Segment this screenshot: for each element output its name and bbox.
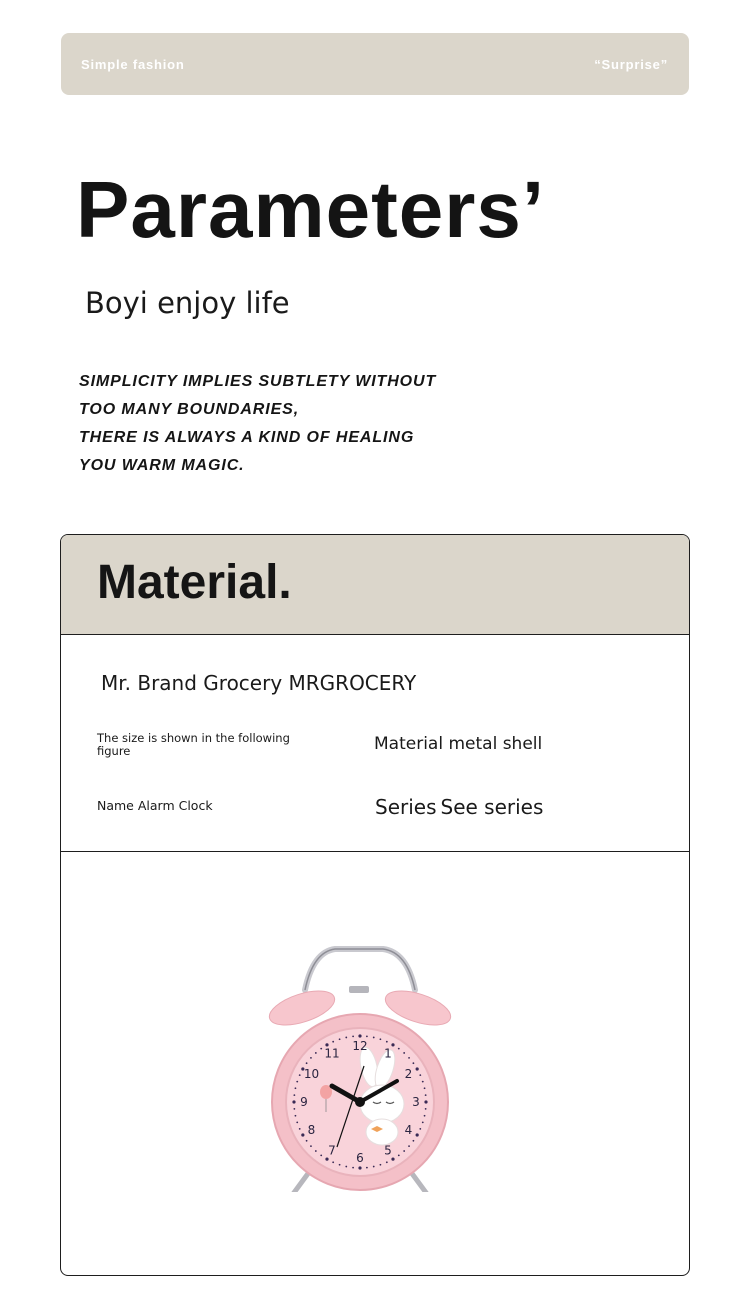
banner-left-text: Simple fashion [81,56,185,72]
clock-number: 10 [303,1067,320,1081]
minute-mark [352,1035,354,1037]
spec-series-label: Series [375,795,437,819]
minute-mark [413,1140,415,1142]
minute-mark [424,1115,426,1117]
minute-mark [391,1043,394,1046]
minute-mark [310,1145,312,1147]
motto-line: SIMPLICITY IMPLIES SUBTLETY WITHOUT [79,373,437,390]
minute-mark [386,1161,388,1163]
minute-mark [380,1038,382,1040]
spec-material: Material metal shell [374,734,543,754]
minute-mark [425,1094,427,1096]
minute-mark [366,1167,368,1169]
minute-mark [419,1074,421,1076]
clock-number: 12 [352,1039,368,1053]
minute-mark [403,1150,405,1152]
spec-brand: Mr. Brand Grocery MRGROCERY [101,671,417,695]
minute-mark [391,1158,394,1161]
minute-mark [424,1087,426,1089]
material-card [60,534,690,1276]
minute-mark [345,1037,347,1039]
material-card-header [61,535,689,635]
top-banner [61,33,689,95]
minute-mark [422,1081,424,1083]
minute-mark [413,1062,415,1064]
clock-number: 6 [356,1151,364,1165]
minute-mark [315,1052,317,1054]
clock-number: 7 [328,1143,336,1158]
minute-mark [299,1128,301,1130]
spec-table [61,635,689,852]
minute-mark [320,1155,322,1157]
clock-number: 3 [412,1095,420,1109]
minute-mark [332,1161,334,1163]
minute-mark [425,1108,427,1110]
page-subtitle: Boyi enjoy life [85,286,290,320]
clock-hammer [349,986,369,993]
minute-mark [293,1108,295,1110]
minute-mark [403,1052,405,1054]
minute-mark [320,1048,322,1050]
center-cap [355,1097,365,1107]
minute-mark [332,1041,334,1043]
minute-mark [310,1057,312,1059]
banner-right-text: “Surprise” [594,56,668,72]
minute-mark [295,1115,297,1117]
minute-mark [301,1133,304,1136]
minute-mark [416,1067,419,1070]
clock-number: 4 [404,1123,413,1137]
motto-line: YOU WARM MAGIC. [79,457,245,474]
minute-mark [352,1167,354,1169]
minute-mark [366,1035,368,1037]
minute-mark [358,1034,361,1037]
material-title: Material. [97,556,292,609]
minute-mark [325,1158,328,1161]
spec-series-value: See series [440,795,544,819]
minute-mark [416,1133,419,1136]
product-photo [61,852,689,1276]
motto-line: THERE IS ALWAYS A KIND OF HEALING [79,429,415,446]
minute-mark [398,1048,400,1050]
motto-block [79,368,436,480]
minute-mark [380,1164,382,1166]
spec-size: The size is shown in the following figure [97,731,290,758]
minute-mark [306,1140,308,1142]
bunny-body [366,1119,398,1145]
clock-number: 9 [300,1095,308,1109]
clock-number: 2 [404,1067,413,1081]
minute-mark [339,1164,341,1166]
page-title: Parameters’ [76,165,546,254]
minute-mark [422,1122,424,1124]
minute-mark [345,1166,347,1168]
minute-mark [296,1081,298,1083]
clock-number: 5 [384,1143,392,1158]
minute-mark [339,1038,341,1040]
minute-mark [373,1166,375,1168]
minute-mark [293,1094,295,1096]
minute-mark [358,1166,361,1169]
minute-mark [306,1062,308,1064]
minute-mark [419,1128,421,1130]
minute-mark [398,1155,400,1157]
minute-mark [296,1122,298,1124]
minute-mark [386,1041,388,1043]
spec-name: Name Alarm Clock [97,798,213,813]
minute-mark [292,1100,295,1103]
clock-number: 8 [307,1123,316,1137]
clock-number: 1 [384,1046,392,1061]
minute-mark [408,1145,410,1147]
minute-mark [424,1100,427,1103]
motto-line: TOO MANY BOUNDARIES, [79,401,300,418]
alarm-clock-image [265,942,455,1192]
clock-number: 11 [324,1046,340,1061]
spec-series [375,795,543,819]
minute-mark [295,1087,297,1089]
minute-mark [299,1074,301,1076]
minute-mark [408,1057,410,1059]
minute-mark [373,1037,375,1039]
minute-mark [315,1150,317,1152]
